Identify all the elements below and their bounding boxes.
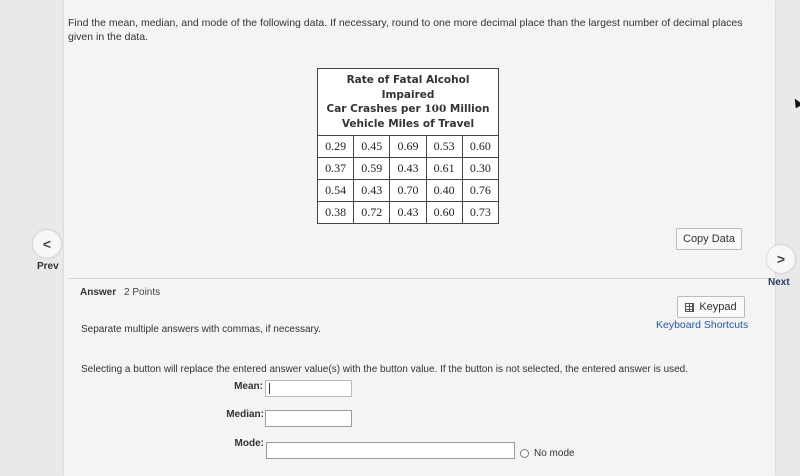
table-title-line-2-number: 100	[424, 103, 447, 115]
table-cell: 0.69	[390, 136, 426, 158]
median-input[interactable]	[265, 410, 352, 427]
table-row	[318, 202, 499, 224]
table-cell: 0.40	[426, 180, 462, 202]
mouse-cursor-icon	[791, 97, 800, 109]
keypad-icon	[685, 303, 694, 312]
table-cell: 0.43	[354, 180, 390, 202]
table-cell: 0.45	[354, 136, 390, 158]
prev-button[interactable]	[33, 230, 61, 258]
table-cell: 0.72	[354, 202, 390, 224]
table-cell: 0.29	[318, 136, 354, 158]
table-title-line-2-pre: Car Crashes per	[326, 103, 425, 115]
instruction-text: Selecting a button will replace the entered answer value(s) with the button value. If the button is not selected, the entered answer is used.	[81, 364, 689, 375]
next-label[interactable]: Next	[768, 277, 790, 288]
mean-input[interactable]	[265, 380, 352, 397]
table-cell: 0.43	[390, 202, 426, 224]
keyboard-shortcuts-link[interactable]: Keyboard Shortcuts	[656, 319, 749, 331]
table-cell: 0.61	[426, 158, 462, 180]
table-cell: 0.53	[426, 136, 462, 158]
next-button[interactable]	[767, 245, 795, 273]
no-mode-option[interactable]	[520, 448, 575, 459]
answer-label: Answer	[80, 287, 117, 298]
table-cell: 0.43	[390, 158, 426, 180]
divider	[68, 278, 774, 279]
table-cell: 0.38	[318, 202, 354, 224]
table-cell: 0.73	[462, 202, 498, 224]
mode-label: Mode:	[234, 438, 264, 449]
table-cell: 0.30	[462, 158, 498, 180]
table-row	[318, 180, 499, 202]
table-cell: 0.60	[462, 136, 498, 158]
table-cell: 0.37	[318, 158, 354, 180]
table-title	[318, 69, 499, 136]
points-label: 2 Points	[124, 287, 161, 298]
mode-input[interactable]	[266, 442, 515, 459]
keypad-label: Keypad	[699, 301, 737, 313]
chevron-right-icon: >	[776, 251, 786, 267]
question-text: Find the mean, median, and mode of the following data. If necessary, round to one more decimal place than the largest number of decimal places given in the data.	[68, 17, 743, 43]
data-table	[317, 68, 499, 224]
instruction-text: Separate multiple answers with commas, if necessary.	[81, 324, 321, 335]
table-cell: 0.60	[426, 202, 462, 224]
table-row	[318, 136, 499, 158]
table-row	[318, 158, 499, 180]
no-mode-radio[interactable]	[520, 449, 529, 458]
table-cell: 0.54	[318, 180, 354, 202]
table-cell: 0.76	[462, 180, 498, 202]
table-title-line-3: Vehicle Miles of Travel	[341, 117, 475, 130]
copy-data-button[interactable]: Copy Data	[676, 228, 742, 250]
text-caret	[269, 383, 270, 394]
keypad-button[interactable]	[677, 296, 745, 318]
chevron-left-icon: <	[42, 236, 52, 252]
table-title-line-1: Rate of Fatal Alcohol Impaired	[346, 74, 470, 101]
table-cell: 0.59	[354, 158, 390, 180]
table-cell: 0.70	[390, 180, 426, 202]
table-title-line-2-post: Million	[446, 103, 490, 115]
no-mode-label: No mode	[534, 448, 575, 459]
prev-label[interactable]: Prev	[37, 261, 59, 272]
mean-label: Mean:	[234, 381, 263, 392]
median-label: Median:	[226, 409, 264, 420]
